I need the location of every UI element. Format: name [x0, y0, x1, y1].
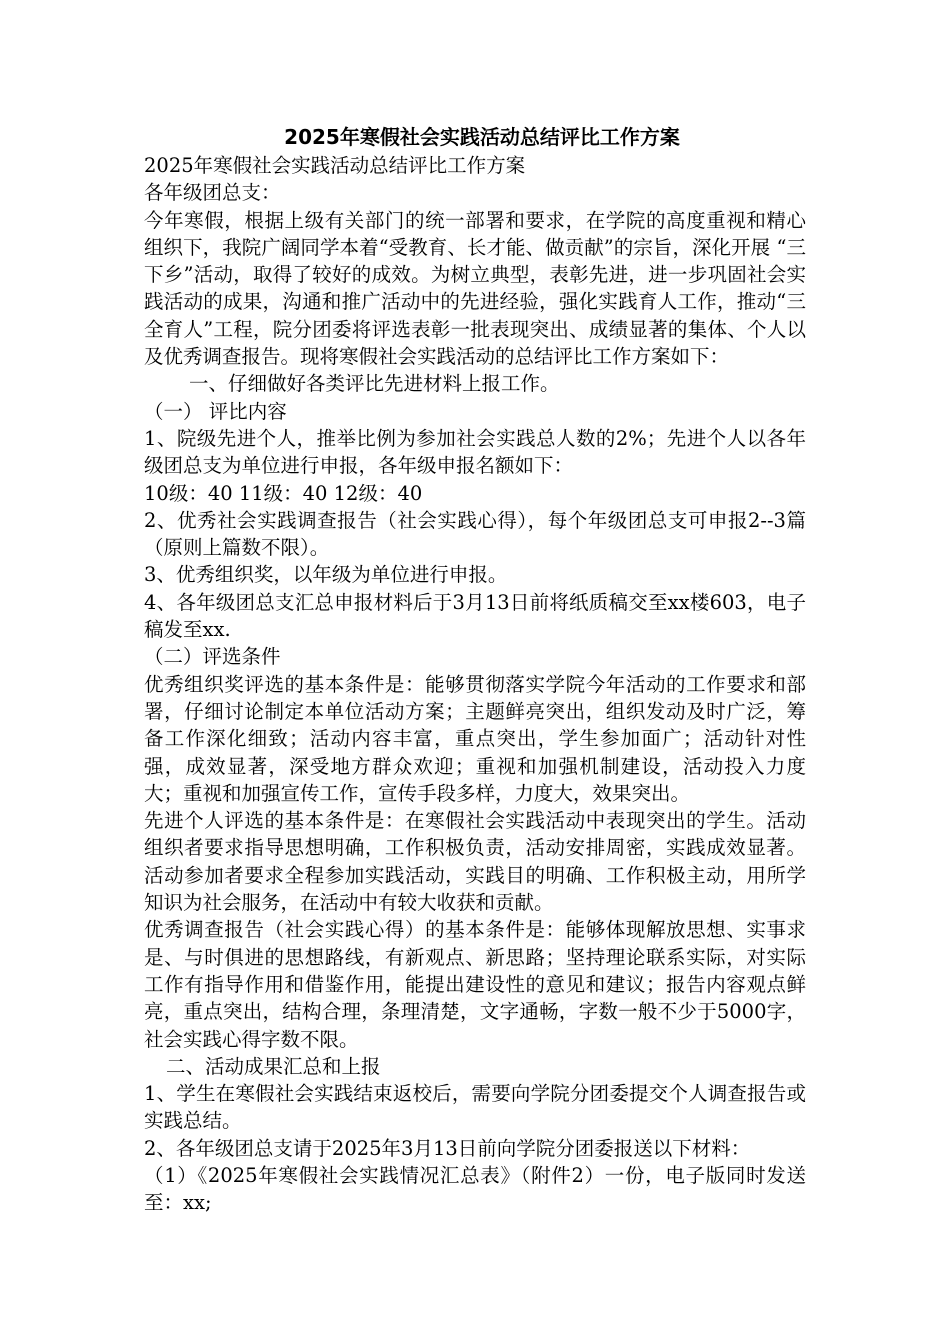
- item-organization-award: 3、优秀组织奖，以年级为单位进行申报。: [144, 563, 508, 587]
- quota-line: 10级：40 11级：40 12级：40: [144, 481, 423, 505]
- salutation: 各年级团总支：: [144, 181, 281, 205]
- document-title: 2025年寒假社会实践活动总结评比工作方案: [284, 125, 680, 149]
- criteria-advanced-individual: 先进个人评选的基本条件是：在寒假社会实践活动中表现突出的学生。活动组织者要求指导思想明确，工作积极负责，活动安排周密，实践成效显著。活动参加者要求全程参加实践活动，实践目的明确、工作积极主动，用所学知识为社会服务，在活动中有较大收获和贡献。: [144, 809, 806, 915]
- intro-paragraph: 今年寒假，根据上级有关部门的统一部署和要求，在学院的高度重视和精心组织下，我院广阔同学本着“受教育、长才能、做贡献”的宗旨，深化开展 “三下乡”活动，取得了较好的成效。为树立典型，表彰先进，进一步巩固社会实践活动的成果，沟通和推广活动中的先进经验，强化实践育人工作，推动“三全育人”工程，院分团委将评选表彰一批表现突出、成绩显著的集体、个人以及优秀调查报告。现将寒假社会实践活动的总结评比工作方案如下：: [144, 208, 806, 369]
- criteria-organization-award: 优秀组织奖评选的基本条件是：能够贯彻落实学院今年活动的工作要求和部署，仔细讨论制定本单位活动方案；主题鲜亮突出，组织发动及时广泛，筹备工作深化细致；活动内容丰富，重点突出，学生参加面广；活动针对性强，成效显著，深受地方群众欢迎；重视和加强机制建设，活动投入力度大；重视和加强宣传工作，宣传手段多样，力度大，效果突出。: [144, 672, 806, 805]
- item-summary-form: （1）《2025年寒假社会实践情况汇总表》（附件2）一份，电子版同时发送至：xx;: [144, 1163, 806, 1215]
- item-excellent-report: 2、优秀社会实践调查报告（社会实践心得），每个年级团总支可申报2--3篇（原则上篇数不限）。: [144, 508, 806, 560]
- subsection-heading-1: （一） 评比内容: [144, 399, 287, 423]
- criteria-excellent-report: 优秀调查报告（社会实践心得）的基本条件是：能够体现解放思想、实事求是、与时俱进的思想路线，有新观点、新思路；坚持理论联系实际，对实际工作有指导作用和借鉴作用，能提出建设性的意见和建议；报告内容观点鲜亮，重点突出，结构合理，条理清楚，文字通畅，字数一般不少于5000字，社会实践心得字数不限。: [144, 918, 806, 1051]
- item-advanced-individual: 1、院级先进个人，推举比例为参加社会实践总人数的2%；先进个人以各年级团总支为单位进行申报，各年级申报名额如下：: [144, 426, 806, 478]
- section-heading-2: 二、活动成果汇总和上报: [166, 1054, 381, 1078]
- subsection-heading-2: （二）评选条件: [144, 645, 281, 669]
- item-branch-submission: 2、各年级团总支请于2025年3月13日前向学院分团委报送以下材料：: [144, 1136, 751, 1160]
- section-heading-1: 一、仔细做好各类评比先进材料上报工作。: [189, 372, 560, 396]
- subtitle-line: 2025年寒假社会实践活动总结评比工作方案: [144, 154, 526, 177]
- item-submission-deadline: 4、各年级团总支汇总申报材料后于3月13日前将纸质稿交至xx楼603，电子稿发至xx.: [144, 590, 806, 642]
- document-page: [144, 120, 806, 1217]
- item-student-submission: 1、学生在寒假社会实践结束返校后，需要向学院分团委提交个人调查报告或实践总结。: [144, 1082, 806, 1133]
